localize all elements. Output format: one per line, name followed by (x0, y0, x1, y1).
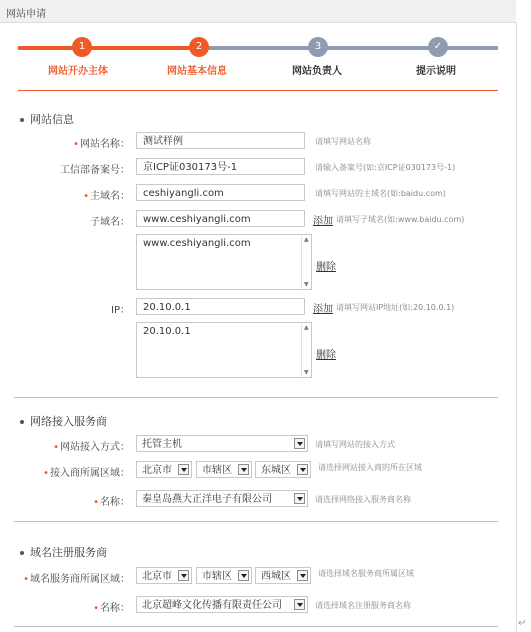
registrar-city-select[interactable]: 市辖区 (196, 567, 252, 584)
step-4-check-icon[interactable]: ✓ (428, 37, 448, 57)
scroll-down-icon[interactable]: ▼ (304, 369, 309, 376)
scroll-up-icon[interactable]: ▲ (304, 324, 309, 331)
step-1-label[interactable]: 网站开办主体 (48, 66, 108, 77)
ip-hint: 请填写网站IP地址(如:20.10.0.1) (336, 303, 455, 312)
isp-name-select[interactable]: 秦皇岛燕大正洋电子有限公司 (136, 490, 308, 507)
icp-hint: 请输入备案号(如:京ICP证030173号-1) (315, 163, 456, 172)
bullet-icon (20, 118, 24, 122)
registrar-province-select[interactable]: 北京市 (136, 567, 192, 584)
icp-input[interactable]: 京ICP证030173号-1 (136, 158, 305, 175)
chevron-down-icon[interactable] (294, 599, 305, 610)
registrar-region-label: •域名服务商所属区域： (23, 574, 130, 585)
section-heading: 网络接入服务商 (30, 415, 107, 428)
chevron-down-icon[interactable] (297, 464, 308, 475)
isp-region-hint: 请选择网站接入商的所在区域 (318, 463, 422, 472)
chevron-down-icon[interactable] (294, 438, 305, 449)
subdomain-list-scrollbar[interactable] (301, 235, 311, 289)
registrar-name-label: •名称： (93, 603, 130, 614)
isp-district-select[interactable]: 东城区 (255, 461, 311, 478)
section-isp (20, 413, 107, 429)
step-3-node[interactable]: 3 (308, 37, 328, 57)
chevron-down-icon[interactable] (238, 464, 249, 475)
step-1-node[interactable]: 1 (72, 37, 92, 57)
window-title: 网站申请 (6, 9, 46, 20)
section-divider (14, 397, 498, 398)
isp-province-select[interactable]: 北京市 (136, 461, 192, 478)
chevron-down-icon[interactable] (297, 570, 308, 581)
subdomain-input[interactable]: www.ceshiyangli.com (136, 210, 305, 227)
ip-list[interactable] (136, 322, 312, 378)
section-divider (14, 626, 498, 627)
subdomain-list-item[interactable]: www.ceshiyangli.com (143, 238, 251, 249)
isp-name-label: •名称： (93, 497, 130, 508)
domain-hint: 请填写网站的主域名(如:baidu.com) (315, 189, 446, 198)
subdomain-add-link[interactable]: 添加 (313, 216, 333, 227)
chevron-down-icon[interactable] (178, 570, 189, 581)
chevron-down-icon[interactable] (238, 570, 249, 581)
site-name-input[interactable]: 测试样例 (136, 132, 305, 149)
section-site-info (20, 111, 74, 127)
access-label: •网站接入方式： (53, 442, 130, 453)
chevron-down-icon[interactable] (178, 464, 189, 475)
step-2-node[interactable]: 2 (189, 37, 209, 57)
isp-name-hint: 请选择网络接入服务商名称 (315, 495, 411, 504)
registrar-region-hint: 请选择域名服务商所属区域 (318, 569, 414, 578)
icp-label: 工信部备案号： (60, 165, 130, 176)
registrar-name-hint: 请选择域名注册服务商名称 (315, 601, 411, 610)
section-divider (14, 521, 498, 522)
scroll-down-icon[interactable]: ▼ (304, 281, 309, 288)
step-divider (18, 90, 498, 91)
step-track-done (18, 46, 208, 50)
paragraph-mark: ↵ (518, 618, 527, 629)
subdomain-hint: 请填写子域名(如:www.baidu.com) (336, 215, 465, 224)
subdomain-delete-link[interactable]: 删除 (316, 262, 336, 273)
site-name-hint: 请填写网站名称 (315, 137, 371, 146)
bullet-icon (20, 420, 24, 424)
access-hint: 请填写网站的接入方式 (315, 440, 395, 449)
isp-region-label: •接入商所属区域： (43, 468, 130, 479)
window-titlebar (0, 0, 516, 23)
ip-add-link[interactable]: 添加 (313, 304, 333, 315)
registrar-district-select[interactable]: 西城区 (255, 567, 311, 584)
ip-delete-link[interactable]: 删除 (316, 350, 336, 361)
registrar-name-select[interactable]: 北京超峰文化传播有限责任公司 (136, 596, 308, 613)
step-2-label[interactable]: 网站基本信息 (167, 66, 227, 77)
bullet-icon (20, 551, 24, 555)
ip-list-scrollbar[interactable] (301, 323, 311, 377)
access-select[interactable]: 托管主机 (136, 435, 308, 452)
isp-city-select[interactable]: 市辖区 (196, 461, 252, 478)
subdomain-list[interactable] (136, 234, 312, 290)
scroll-up-icon[interactable]: ▲ (304, 236, 309, 243)
section-heading: 网站信息 (30, 113, 74, 126)
section-registrar (20, 544, 107, 560)
chevron-down-icon[interactable] (294, 493, 305, 504)
section-heading: 域名注册服务商 (30, 546, 107, 559)
site-name-label: •网站名称： (73, 139, 130, 150)
step-track-pending (208, 46, 498, 50)
ip-input[interactable]: 20.10.0.1 (136, 298, 305, 315)
step-4-label[interactable]: 提示说明 (416, 66, 456, 77)
ip-list-item[interactable]: 20.10.0.1 (143, 326, 191, 337)
step-3-label[interactable]: 网站负责人 (292, 66, 342, 77)
subdomain-label: 子域名： (90, 217, 130, 228)
domain-input[interactable]: ceshiyangli.com (136, 184, 305, 201)
domain-label: •主域名： (83, 191, 130, 202)
ip-label: IP： (111, 305, 130, 316)
